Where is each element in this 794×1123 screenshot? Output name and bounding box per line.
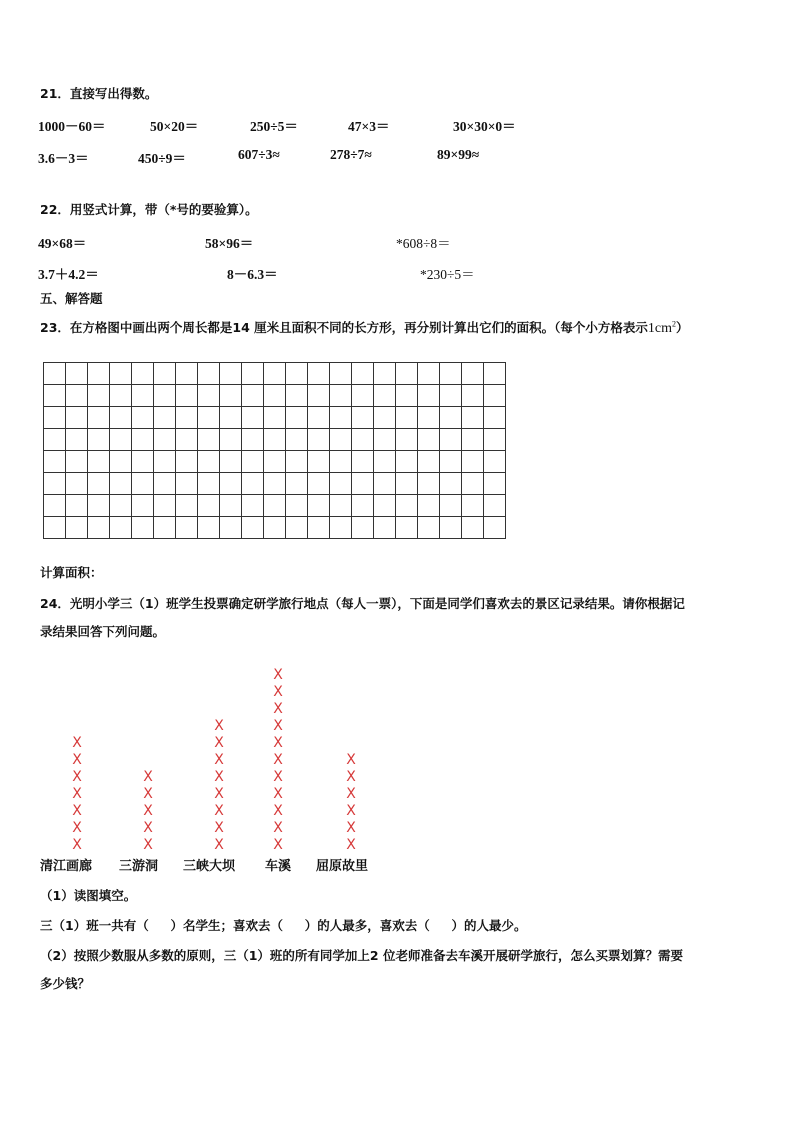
grid-cell[interactable] <box>374 363 396 385</box>
grid-cell[interactable] <box>440 363 462 385</box>
grid-cell[interactable] <box>374 495 396 517</box>
tally-mark: X <box>72 837 82 853</box>
grid-cell[interactable] <box>462 473 484 495</box>
grid-cell[interactable] <box>374 473 396 495</box>
grid-cell[interactable] <box>418 363 440 385</box>
grid-cell[interactable] <box>198 429 220 451</box>
grid-cell[interactable] <box>264 407 286 429</box>
grid-cell[interactable] <box>110 495 132 517</box>
q24-sub2-line-1: （2）按照少数服从多数的原则，三（1）班的所有同学加上2 位老师准备去车溪开展研学旅行，怎么买票划算？需要 <box>40 948 683 963</box>
grid-cell[interactable] <box>154 517 176 539</box>
grid-cell[interactable] <box>264 473 286 495</box>
tally-mark: X <box>72 769 82 785</box>
grid-cell[interactable] <box>396 363 418 385</box>
grid-cell[interactable] <box>330 517 352 539</box>
tally-mark: X <box>72 803 82 819</box>
tally-mark: X <box>273 769 283 785</box>
grid-cell[interactable] <box>198 407 220 429</box>
tally-mark: X <box>72 820 82 836</box>
grid-cell[interactable] <box>154 429 176 451</box>
grid-cell[interactable] <box>176 517 198 539</box>
grid-cell[interactable] <box>198 517 220 539</box>
grid-cell[interactable] <box>418 451 440 473</box>
grid-cell[interactable] <box>88 385 110 407</box>
q22-item-4: 3.7＋4.2＝ <box>38 267 99 282</box>
grid-cell[interactable] <box>286 407 308 429</box>
grid-cell[interactable] <box>66 473 88 495</box>
q21-item-8: 607÷3≈ <box>238 147 280 162</box>
grid-cell[interactable] <box>440 429 462 451</box>
grid-cell[interactable] <box>374 385 396 407</box>
grid-cell[interactable] <box>330 407 352 429</box>
grid-cell[interactable] <box>242 407 264 429</box>
grid-cell[interactable] <box>242 517 264 539</box>
grid-cell[interactable] <box>484 473 506 495</box>
grid-cell[interactable] <box>110 385 132 407</box>
tally-mark: X <box>72 786 82 802</box>
grid-cell[interactable] <box>484 429 506 451</box>
grid-cell[interactable] <box>110 363 132 385</box>
q21-item-2: 50×20＝ <box>150 119 199 134</box>
grid-cell[interactable] <box>198 451 220 473</box>
grid-cell[interactable] <box>220 473 242 495</box>
tally-mark: X <box>273 701 283 717</box>
tally-mark: X <box>273 820 283 836</box>
grid-cell[interactable] <box>396 517 418 539</box>
grid-cell[interactable] <box>264 495 286 517</box>
q22-item-6: *230÷5＝ <box>420 267 475 282</box>
grid-cell[interactable] <box>44 429 66 451</box>
tally-mark: X <box>214 786 224 802</box>
q21-item-3: 250÷5＝ <box>250 119 298 134</box>
grid-cell[interactable] <box>396 385 418 407</box>
grid-cell[interactable] <box>44 495 66 517</box>
grid-cell[interactable] <box>132 517 154 539</box>
grid-cell[interactable] <box>286 429 308 451</box>
grid-cell[interactable] <box>88 363 110 385</box>
grid-cell[interactable] <box>308 451 330 473</box>
grid-cell[interactable] <box>330 363 352 385</box>
grid-cell[interactable] <box>88 473 110 495</box>
grid-cell[interactable] <box>286 385 308 407</box>
q21-item-7: 450÷9＝ <box>138 151 186 166</box>
grid-cell[interactable] <box>352 363 374 385</box>
grid-cell[interactable] <box>396 407 418 429</box>
grid-cell[interactable] <box>154 495 176 517</box>
tally-mark: X <box>72 752 82 768</box>
tally-mark: X <box>346 786 356 802</box>
grid-cell[interactable] <box>242 363 264 385</box>
grid-cell[interactable] <box>462 363 484 385</box>
tally-mark: X <box>143 820 153 836</box>
q24-sub2-line-2: 多少钱？ <box>40 976 91 991</box>
grid-cell[interactable] <box>264 385 286 407</box>
tally-mark: X <box>72 735 82 751</box>
grid-cell[interactable] <box>242 385 264 407</box>
q21-title: 21．直接写出得数。 <box>40 86 158 101</box>
grid-cell[interactable] <box>462 385 484 407</box>
grid-cell[interactable] <box>132 473 154 495</box>
grid-cell[interactable] <box>330 385 352 407</box>
q22-item-2: 58×96＝ <box>205 236 254 251</box>
category-label: 车溪 <box>265 859 292 874</box>
grid-cell[interactable] <box>44 473 66 495</box>
tally-mark: X <box>273 752 283 768</box>
grid-cell[interactable] <box>462 407 484 429</box>
grid-cell[interactable] <box>110 517 132 539</box>
tally-mark: X <box>214 837 224 853</box>
grid-cell[interactable] <box>88 495 110 517</box>
grid-cell[interactable] <box>484 451 506 473</box>
grid-cell[interactable] <box>396 451 418 473</box>
grid-cell[interactable] <box>110 429 132 451</box>
q23-prompt: 23．在方格图中画出两个周长都是14 厘米且面积不同的长方形，再分别计算出它们的面积。（每个小方格表示 <box>40 320 648 335</box>
grid-cell[interactable] <box>352 407 374 429</box>
grid-cell[interactable] <box>220 451 242 473</box>
grid-cell[interactable] <box>418 495 440 517</box>
grid-cell[interactable] <box>418 517 440 539</box>
tally-mark: X <box>273 786 283 802</box>
grid-cell[interactable] <box>352 451 374 473</box>
grid-cell[interactable] <box>352 517 374 539</box>
grid-cell[interactable] <box>264 451 286 473</box>
q23-unit-base: 1cm <box>647 321 673 336</box>
grid-cell[interactable] <box>462 495 484 517</box>
q23-unit <box>648 321 676 336</box>
grid-cell[interactable] <box>176 385 198 407</box>
grid-cell[interactable] <box>418 473 440 495</box>
tally-mark: X <box>273 803 283 819</box>
grid-cell[interactable] <box>264 363 286 385</box>
grid-cell[interactable] <box>308 495 330 517</box>
grid-cell[interactable] <box>220 407 242 429</box>
q24-sub1: （1）读图填空。 <box>40 888 137 903</box>
grid-cell[interactable] <box>330 495 352 517</box>
grid-cell[interactable] <box>484 407 506 429</box>
q23-text <box>40 318 689 337</box>
grid-cell[interactable] <box>132 451 154 473</box>
grid-cell[interactable] <box>242 429 264 451</box>
grid-cell[interactable] <box>66 517 88 539</box>
q21-item-9: 278÷7≈ <box>330 147 372 162</box>
grid-cell[interactable] <box>66 363 88 385</box>
grid-cell[interactable] <box>132 407 154 429</box>
grid-cell[interactable] <box>352 385 374 407</box>
tally-mark: X <box>273 718 283 734</box>
grid-cell[interactable] <box>396 495 418 517</box>
tally-mark: X <box>143 769 153 785</box>
grid-cell[interactable] <box>484 363 506 385</box>
grid-cell[interactable] <box>88 407 110 429</box>
grid-cell[interactable] <box>154 363 176 385</box>
grid-cell[interactable] <box>418 385 440 407</box>
square-grid[interactable] <box>43 362 506 539</box>
grid-cell[interactable] <box>110 473 132 495</box>
grid-cell[interactable] <box>330 429 352 451</box>
grid-cell[interactable] <box>220 363 242 385</box>
grid-cell[interactable] <box>220 495 242 517</box>
grid-cell[interactable] <box>330 473 352 495</box>
grid-cell[interactable] <box>176 451 198 473</box>
grid-cell[interactable] <box>264 517 286 539</box>
tally-mark: X <box>143 803 153 819</box>
q22-item-3: *608÷8＝ <box>396 236 451 251</box>
grid-cell[interactable] <box>176 495 198 517</box>
grid-cell[interactable] <box>440 451 462 473</box>
grid-cell[interactable] <box>132 363 154 385</box>
grid-cell[interactable] <box>154 451 176 473</box>
grid-cell[interactable] <box>242 451 264 473</box>
grid-cell[interactable] <box>396 473 418 495</box>
grid-cell[interactable] <box>286 363 308 385</box>
grid-cell[interactable] <box>308 363 330 385</box>
grid-cell[interactable] <box>198 495 220 517</box>
grid-cell[interactable] <box>286 495 308 517</box>
section-heading: 五、解答题 <box>40 291 103 306</box>
grid-cell[interactable] <box>440 517 462 539</box>
grid-cell[interactable] <box>374 451 396 473</box>
grid-cell[interactable] <box>110 451 132 473</box>
q21-item-5: 30×30×0＝ <box>453 119 516 134</box>
grid-cell[interactable] <box>154 473 176 495</box>
grid-cell[interactable] <box>440 407 462 429</box>
grid-cell[interactable] <box>66 429 88 451</box>
grid-cell[interactable] <box>242 495 264 517</box>
grid-cell[interactable] <box>308 407 330 429</box>
tally-mark: X <box>346 837 356 853</box>
tally-mark: X <box>214 718 224 734</box>
tally-mark: X <box>273 735 283 751</box>
grid-cell[interactable] <box>264 429 286 451</box>
q22-item-5: 8－6.3＝ <box>227 267 278 282</box>
grid-cell[interactable] <box>396 429 418 451</box>
grid-cell[interactable] <box>374 429 396 451</box>
tally-mark: X <box>214 769 224 785</box>
grid-cell[interactable] <box>198 473 220 495</box>
grid-cell[interactable] <box>462 451 484 473</box>
grid-cell[interactable] <box>132 429 154 451</box>
category-label: 三游洞 <box>119 859 159 874</box>
grid-cell[interactable] <box>330 451 352 473</box>
grid-cell[interactable] <box>198 363 220 385</box>
category-label: 清江画廊 <box>40 859 93 874</box>
q23-unit-exponent: 2 <box>672 319 677 329</box>
grid-cell[interactable] <box>66 385 88 407</box>
grid-cell[interactable] <box>88 429 110 451</box>
tally-mark: X <box>273 837 283 853</box>
tally-mark: X <box>346 752 356 768</box>
q24-line-2: 录结果回答下列问题。 <box>40 624 166 639</box>
grid-cell[interactable] <box>66 451 88 473</box>
grid-cell[interactable] <box>286 517 308 539</box>
grid-cell[interactable] <box>110 407 132 429</box>
grid-cell[interactable] <box>462 429 484 451</box>
grid-cell[interactable] <box>176 429 198 451</box>
grid-cell[interactable] <box>220 429 242 451</box>
q21-item-10: 89×99≈ <box>437 147 480 162</box>
grid-cell[interactable] <box>308 473 330 495</box>
grid-cell[interactable] <box>176 407 198 429</box>
grid-cell[interactable] <box>286 451 308 473</box>
grid-cell[interactable] <box>66 407 88 429</box>
grid-cell[interactable] <box>44 407 66 429</box>
grid-cell[interactable] <box>484 385 506 407</box>
grid-cell[interactable] <box>220 385 242 407</box>
grid-cell[interactable] <box>418 407 440 429</box>
tally-mark: X <box>346 769 356 785</box>
tally-mark: X <box>214 803 224 819</box>
grid-cell[interactable] <box>176 363 198 385</box>
grid-cell[interactable] <box>154 385 176 407</box>
grid-cell[interactable] <box>484 517 506 539</box>
q24-line-1: 24．光明小学三（1）班学生投票确定研学旅行地点（每人一票），下面是同学们喜欢去的景区记录结果。请你根据记 <box>40 596 685 611</box>
grid-cell[interactable] <box>220 517 242 539</box>
grid-cell[interactable] <box>198 385 220 407</box>
tally-mark: X <box>214 752 224 768</box>
grid-cell[interactable] <box>352 429 374 451</box>
grid-cell[interactable] <box>132 495 154 517</box>
q23-close: ） <box>676 320 689 335</box>
grid-cell[interactable] <box>286 473 308 495</box>
q24-fill-blank: 三（1）班一共有（ ）名学生；喜欢去（ ）的人最多，喜欢去（ ）的人最少。 <box>40 918 527 933</box>
grid-cell[interactable] <box>308 429 330 451</box>
tally-mark: X <box>273 684 283 700</box>
grid-cell[interactable] <box>88 451 110 473</box>
category-label: 三峡大坝 <box>183 859 236 874</box>
tally-mark: X <box>143 786 153 802</box>
grid-cell[interactable] <box>418 429 440 451</box>
tally-mark: X <box>143 837 153 853</box>
grid-cell[interactable] <box>374 407 396 429</box>
grid-cell[interactable] <box>484 495 506 517</box>
grid-cell[interactable] <box>44 517 66 539</box>
area-label: 计算面积： <box>40 565 103 580</box>
grid-cell[interactable] <box>462 517 484 539</box>
grid-cell[interactable] <box>66 495 88 517</box>
grid-cell[interactable] <box>176 473 198 495</box>
grid-cell[interactable] <box>308 385 330 407</box>
tally-mark: X <box>346 803 356 819</box>
tally-mark: X <box>273 667 283 683</box>
tally-mark: X <box>346 820 356 836</box>
grid-cell[interactable] <box>154 407 176 429</box>
grid-cell[interactable] <box>374 517 396 539</box>
q21-item-6: 3.6－3＝ <box>38 151 89 166</box>
category-label: 屈原故里 <box>316 859 369 874</box>
q21-item-1: 1000－60＝ <box>38 119 106 134</box>
grid-cell[interactable] <box>308 517 330 539</box>
tally-mark: X <box>214 820 224 836</box>
q21-item-4: 47×3＝ <box>348 119 390 134</box>
grid-cell[interactable] <box>44 385 66 407</box>
grid-cell[interactable] <box>242 473 264 495</box>
q22-item-1: 49×68＝ <box>38 236 87 251</box>
grid-cell[interactable] <box>132 385 154 407</box>
grid-cell[interactable] <box>88 517 110 539</box>
grid-cell[interactable] <box>352 473 374 495</box>
grid-cell[interactable] <box>440 495 462 517</box>
grid-cell[interactable] <box>440 473 462 495</box>
grid-cell[interactable] <box>44 451 66 473</box>
tally-mark: X <box>214 735 224 751</box>
grid-cell[interactable] <box>44 363 66 385</box>
grid-cell[interactable] <box>440 385 462 407</box>
grid-cell[interactable] <box>352 495 374 517</box>
q22-title: 22．用竖式计算，带（*号的要验算）。 <box>40 202 258 217</box>
